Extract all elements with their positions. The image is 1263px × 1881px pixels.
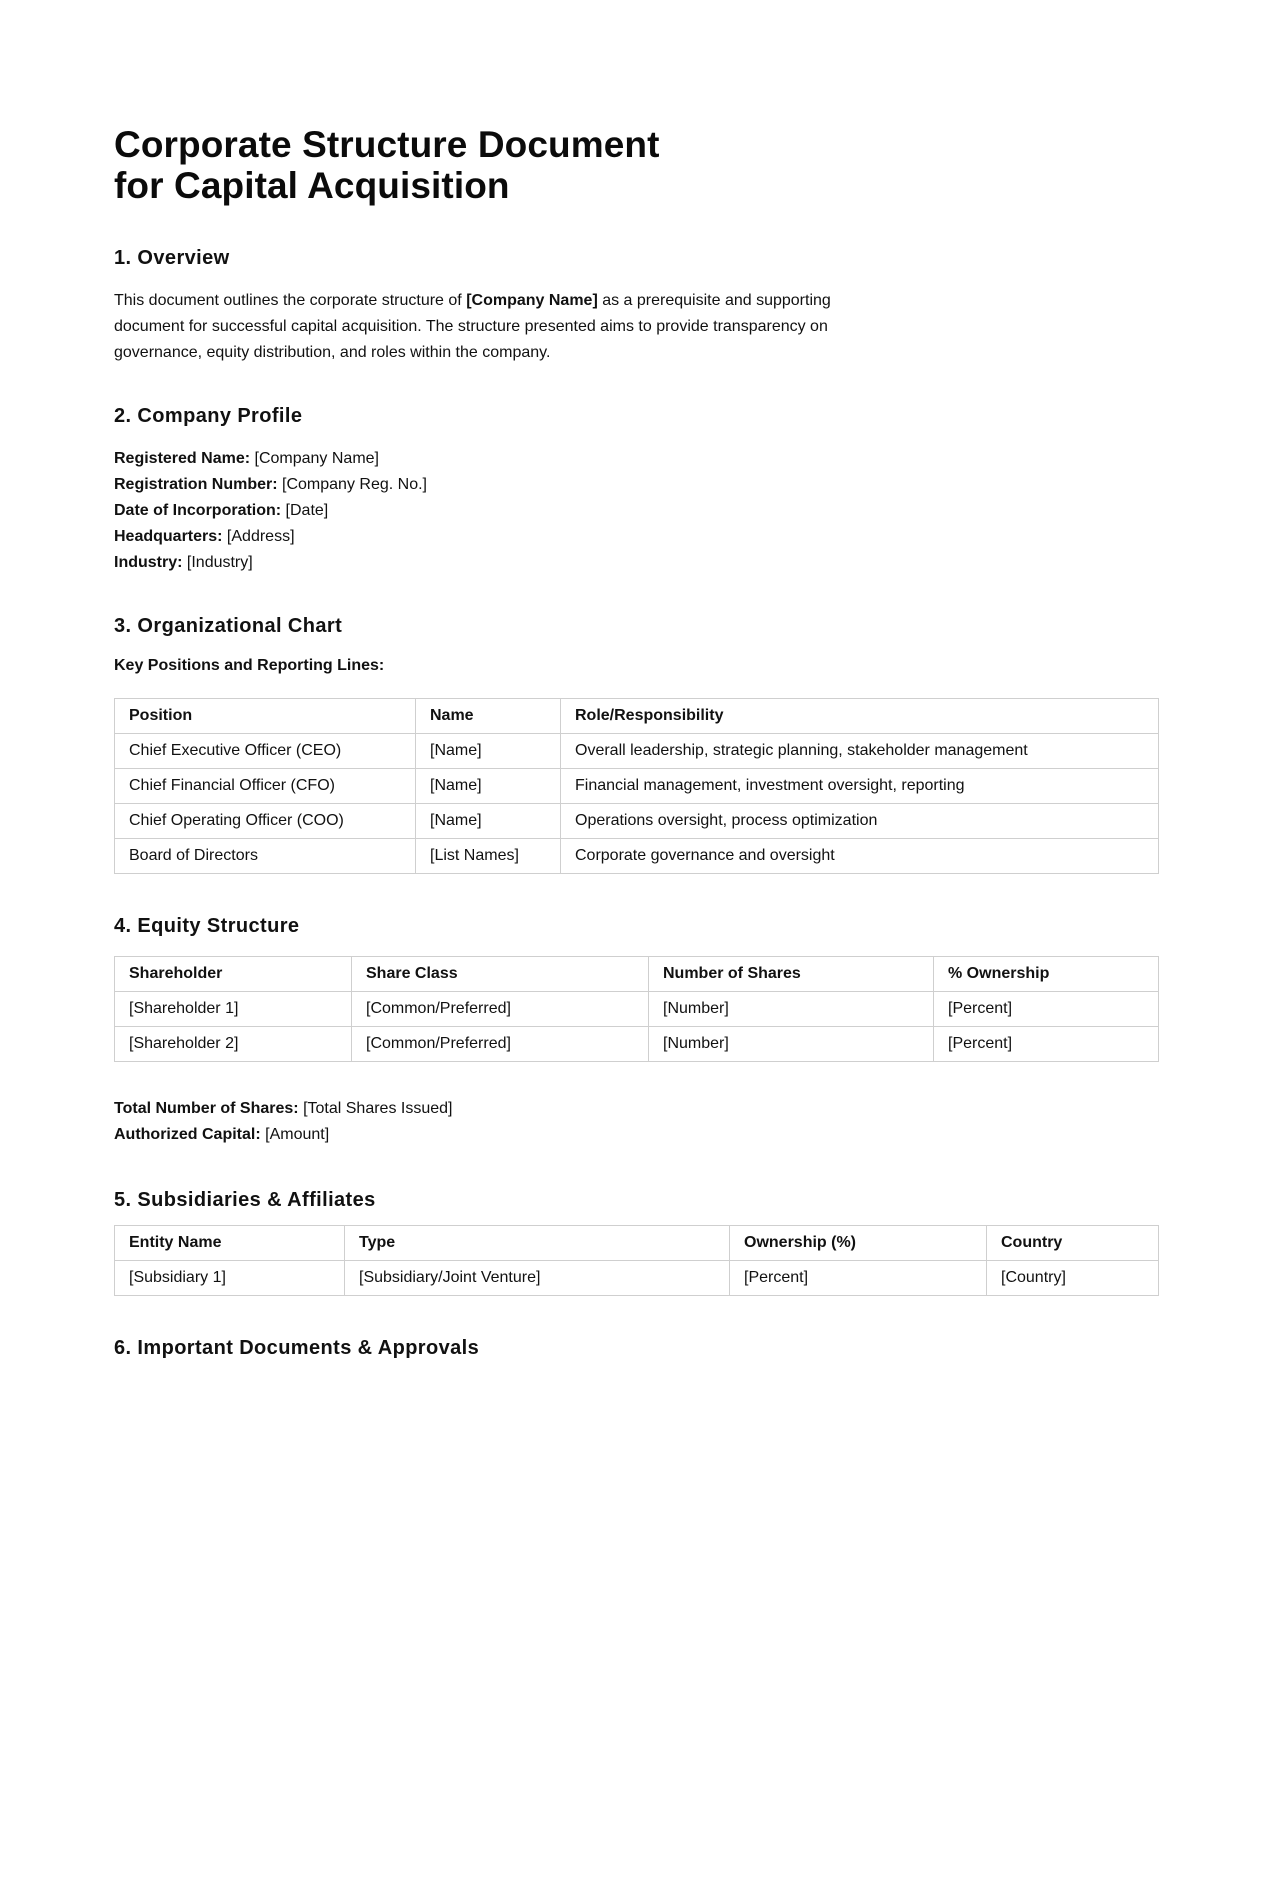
table-cell: [Subsidiary/Joint Venture] (345, 1261, 730, 1296)
subsidiaries-table (114, 1225, 1159, 1296)
column-header: Number of Shares (649, 957, 934, 992)
company-profile-section (114, 404, 1159, 576)
table-cell: [Name] (416, 734, 561, 769)
title-line-1: Corporate Structure Document (114, 124, 660, 165)
documents-heading: 6. Important Documents & Approvals (114, 1337, 480, 1359)
table-cell: [Common/Preferred] (352, 992, 649, 1027)
column-header: Country (987, 1226, 1159, 1261)
table-header-row (115, 699, 1159, 734)
column-header: % Ownership (934, 957, 1159, 992)
org-chart-heading: 3. Organizational Chart (114, 615, 343, 637)
table-cell: Chief Executive Officer (CEO) (115, 734, 416, 769)
overview-company-placeholder: [Company Name] (466, 292, 598, 309)
column-header: Share Class (352, 957, 649, 992)
table-cell: [Country] (987, 1261, 1159, 1296)
profile-field (114, 472, 1159, 498)
equity-total-label: Total Number of Shares: (114, 1100, 299, 1117)
table-cell: Chief Financial Officer (CFO) (115, 769, 416, 804)
equity-table (114, 956, 1159, 1062)
table-cell: [Common/Preferred] (352, 1027, 649, 1062)
table-cell: Operations oversight, process optimization (561, 804, 1159, 839)
column-header: Role/Responsibility (561, 699, 1159, 734)
overview-heading: 1. Overview (114, 247, 230, 269)
profile-field-value: [Company Name] (250, 450, 379, 467)
table-cell: [Name] (416, 769, 561, 804)
profile-field-value: [Industry] (182, 554, 253, 571)
profile-field-label: Registration Number: (114, 476, 278, 493)
column-header: Type (345, 1226, 730, 1261)
table-row (115, 1261, 1159, 1296)
table-cell: [Percent] (934, 992, 1159, 1027)
equity-total-field (114, 1122, 1159, 1148)
table-cell: [Name] (416, 804, 561, 839)
profile-field-label: Registered Name: (114, 450, 251, 467)
table-cell: [Percent] (934, 1027, 1159, 1062)
table-row (115, 769, 1159, 804)
table-cell: [Number] (649, 992, 934, 1027)
table-cell: Chief Operating Officer (COO) (115, 804, 416, 839)
profile-field (114, 446, 1159, 472)
equity-total-label: Authorized Capital: (114, 1126, 261, 1143)
table-cell: [Percent] (730, 1261, 987, 1296)
equity-total-field (114, 1096, 1159, 1122)
profile-field-value: [Address] (222, 528, 295, 545)
profile-field-label: Date of Incorporation: (114, 502, 282, 519)
equity-totals (114, 1096, 1159, 1148)
document-title (114, 124, 1159, 206)
company-profile-heading: 2. Company Profile (114, 405, 303, 427)
table-header-row (115, 1226, 1159, 1261)
table-row (115, 992, 1159, 1027)
table-cell: [List Names] (416, 839, 561, 874)
overview-text-before: This document outlines the corporate structure of (114, 292, 467, 309)
overview-paragraph (114, 288, 874, 366)
equity-total-value: [Total Shares Issued] (298, 1100, 453, 1117)
table-row (115, 804, 1159, 839)
title-line-2: for Capital Acquisition (114, 165, 510, 206)
subsidiaries-heading: 5. Subsidiaries & Affiliates (114, 1189, 376, 1211)
profile-field-label: Headquarters: (114, 528, 223, 545)
table-cell: Corporate governance and oversight (561, 839, 1159, 874)
table-cell: [Subsidiary 1] (115, 1261, 345, 1296)
profile-field-value: [Date] (281, 502, 329, 519)
equity-section (114, 914, 1159, 1148)
table-cell: Board of Directors (115, 839, 416, 874)
table-cell: [Number] (649, 1027, 934, 1062)
table-row (115, 839, 1159, 874)
profile-field (114, 550, 1159, 576)
org-chart-section (114, 614, 1159, 874)
table-cell: Financial management, investment oversight, reporting (561, 769, 1159, 804)
overview-text-after: as a prerequisite and supporting document for successful capital acquisition. The structure presented aims to provide transparency on governance, equity distribution, and roles within the company. (114, 292, 831, 361)
table-row (115, 734, 1159, 769)
profile-field (114, 498, 1159, 524)
profile-field (114, 524, 1159, 550)
column-header: Name (416, 699, 561, 734)
org-chart-subheading: Key Positions and Reporting Lines: (114, 657, 385, 674)
table-cell: [Shareholder 2] (115, 1027, 352, 1062)
table-cell: [Shareholder 1] (115, 992, 352, 1027)
equity-total-value: [Amount] (260, 1126, 330, 1143)
column-header: Shareholder (115, 957, 352, 992)
subsidiaries-section (114, 1188, 1159, 1296)
column-header: Position (115, 699, 416, 734)
org-chart-table (114, 698, 1159, 874)
table-row (115, 1027, 1159, 1062)
profile-field-label: Industry: (114, 554, 183, 571)
column-header: Entity Name (115, 1226, 345, 1261)
table-header-row (115, 957, 1159, 992)
column-header: Ownership (%) (730, 1226, 987, 1261)
equity-heading: 4. Equity Structure (114, 915, 300, 937)
profile-field-value: [Company Reg. No.] (277, 476, 427, 493)
documents-section (114, 1336, 1159, 1360)
table-cell: Overall leadership, strategic planning, stakeholder management (561, 734, 1159, 769)
overview-section (114, 246, 1159, 366)
